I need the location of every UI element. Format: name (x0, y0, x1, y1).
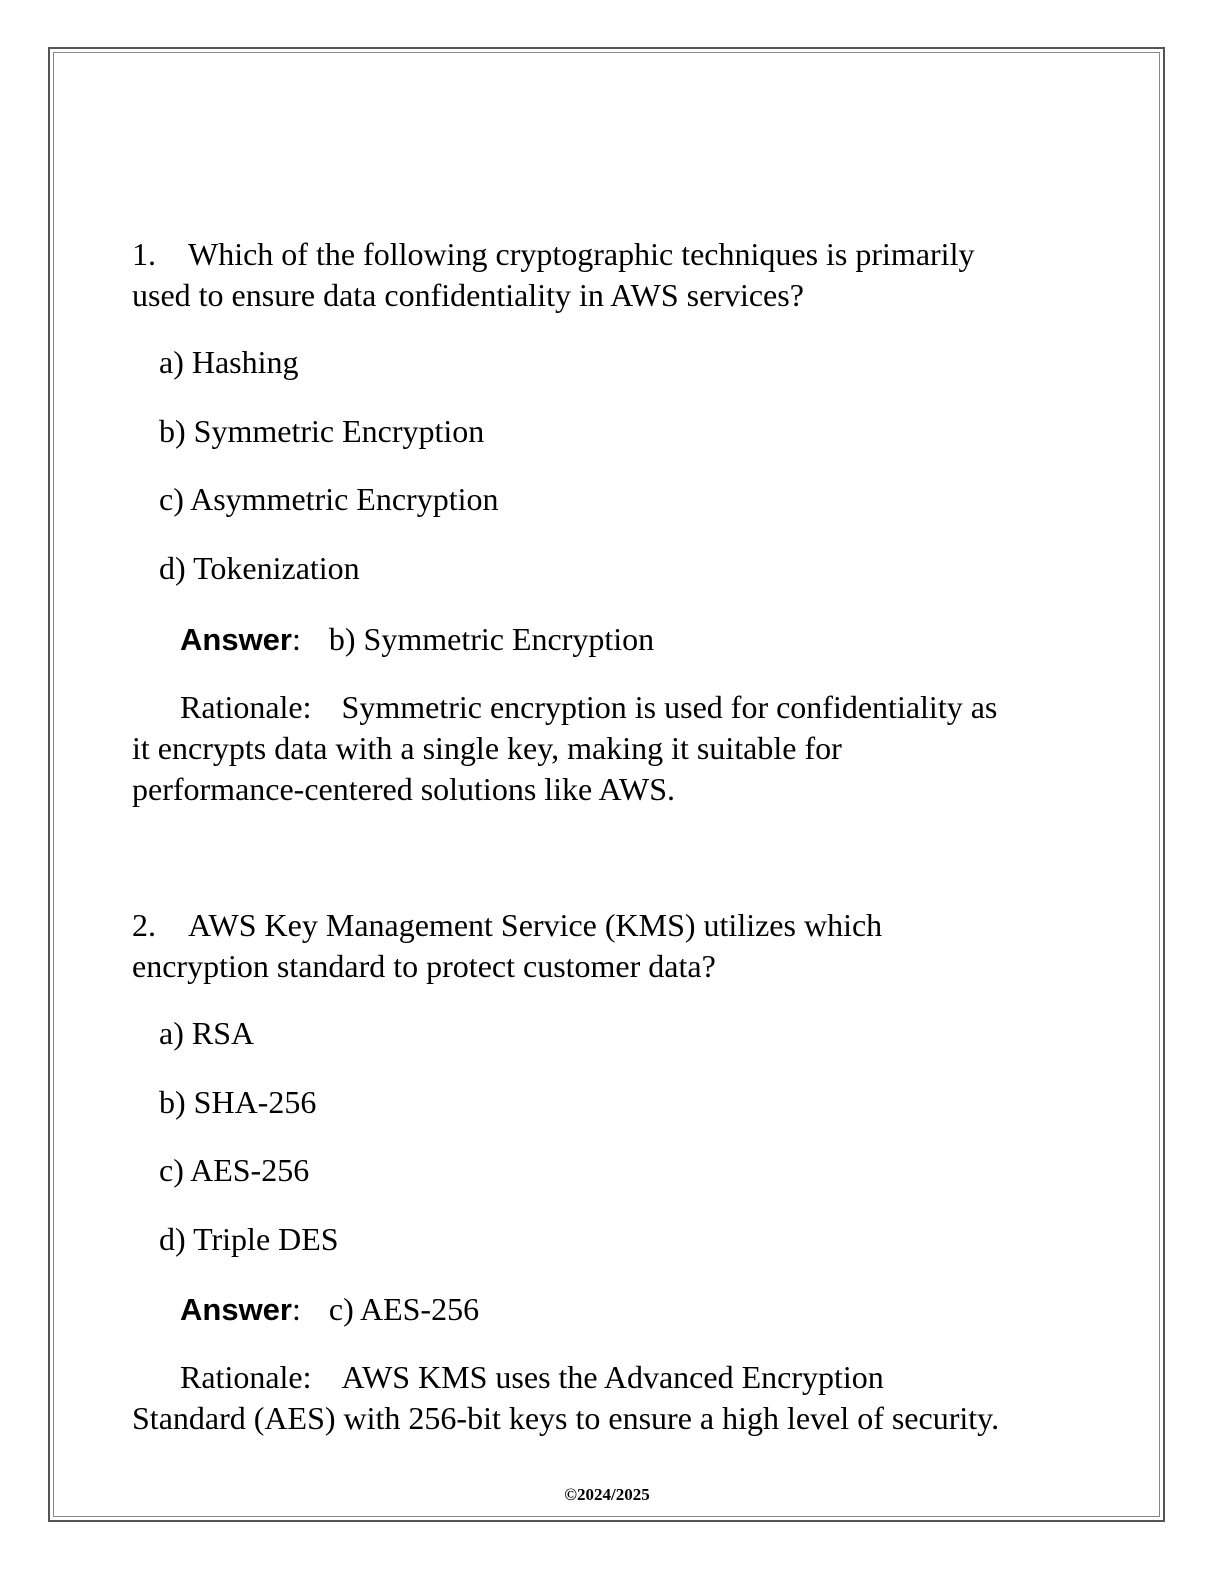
question-line: encryption standard to protect customer data? (132, 948, 716, 984)
question-line: used to ensure data confidentiality in AWS services? (132, 277, 804, 313)
option-a: a) RSA (159, 1015, 255, 1051)
copyright-footer: ©2024/2025 (564, 1485, 650, 1504)
answer-label: Answer (180, 622, 292, 657)
answer-value: b) Symmetric Encryption (328, 621, 655, 657)
option-d: d) Triple DES (159, 1221, 339, 1257)
rationale-line: AWS KMS uses the Advanced Encryption (341, 1359, 884, 1395)
question-number: 1. (132, 236, 156, 272)
question-line: Which of the following cryptographic techniques is primarily (188, 236, 975, 272)
rationale-line: Symmetric encryption is used for confidentiality as (341, 689, 998, 725)
option-a: a) Hashing (159, 344, 299, 380)
option-b: b) Symmetric Encryption (159, 413, 485, 449)
rationale (132, 687, 1072, 810)
rationale-label: Rationale: (180, 689, 312, 725)
rationale-line: performance-centered solutions like AWS. (132, 771, 676, 807)
answer-value: c) AES-256 (328, 1291, 480, 1327)
rationale-line: Standard (AES) with 256-bit keys to ensure a high level of security. (132, 1400, 1000, 1436)
option-c: c) Asymmetric Encryption (159, 481, 499, 517)
option-c: c) AES-256 (159, 1152, 310, 1188)
answer-line (180, 1289, 1120, 1330)
rationale-line: it encrypts data with a single key, making it suitable for (132, 730, 842, 766)
rationale (132, 1357, 1072, 1439)
question-line: AWS Key Management Service (KMS) utilizes which (188, 907, 883, 943)
question-2-text (132, 905, 1072, 987)
answer-separator: : (291, 1291, 301, 1327)
rationale-label: Rationale: (180, 1359, 312, 1395)
question-number: 2. (132, 907, 156, 943)
answer-label: Answer (180, 1292, 292, 1327)
answer-line (180, 619, 1120, 660)
option-b: b) SHA-256 (159, 1084, 317, 1120)
answer-separator: : (291, 621, 301, 657)
option-d: d) Tokenization (159, 550, 360, 586)
question-1-text (132, 234, 1072, 316)
